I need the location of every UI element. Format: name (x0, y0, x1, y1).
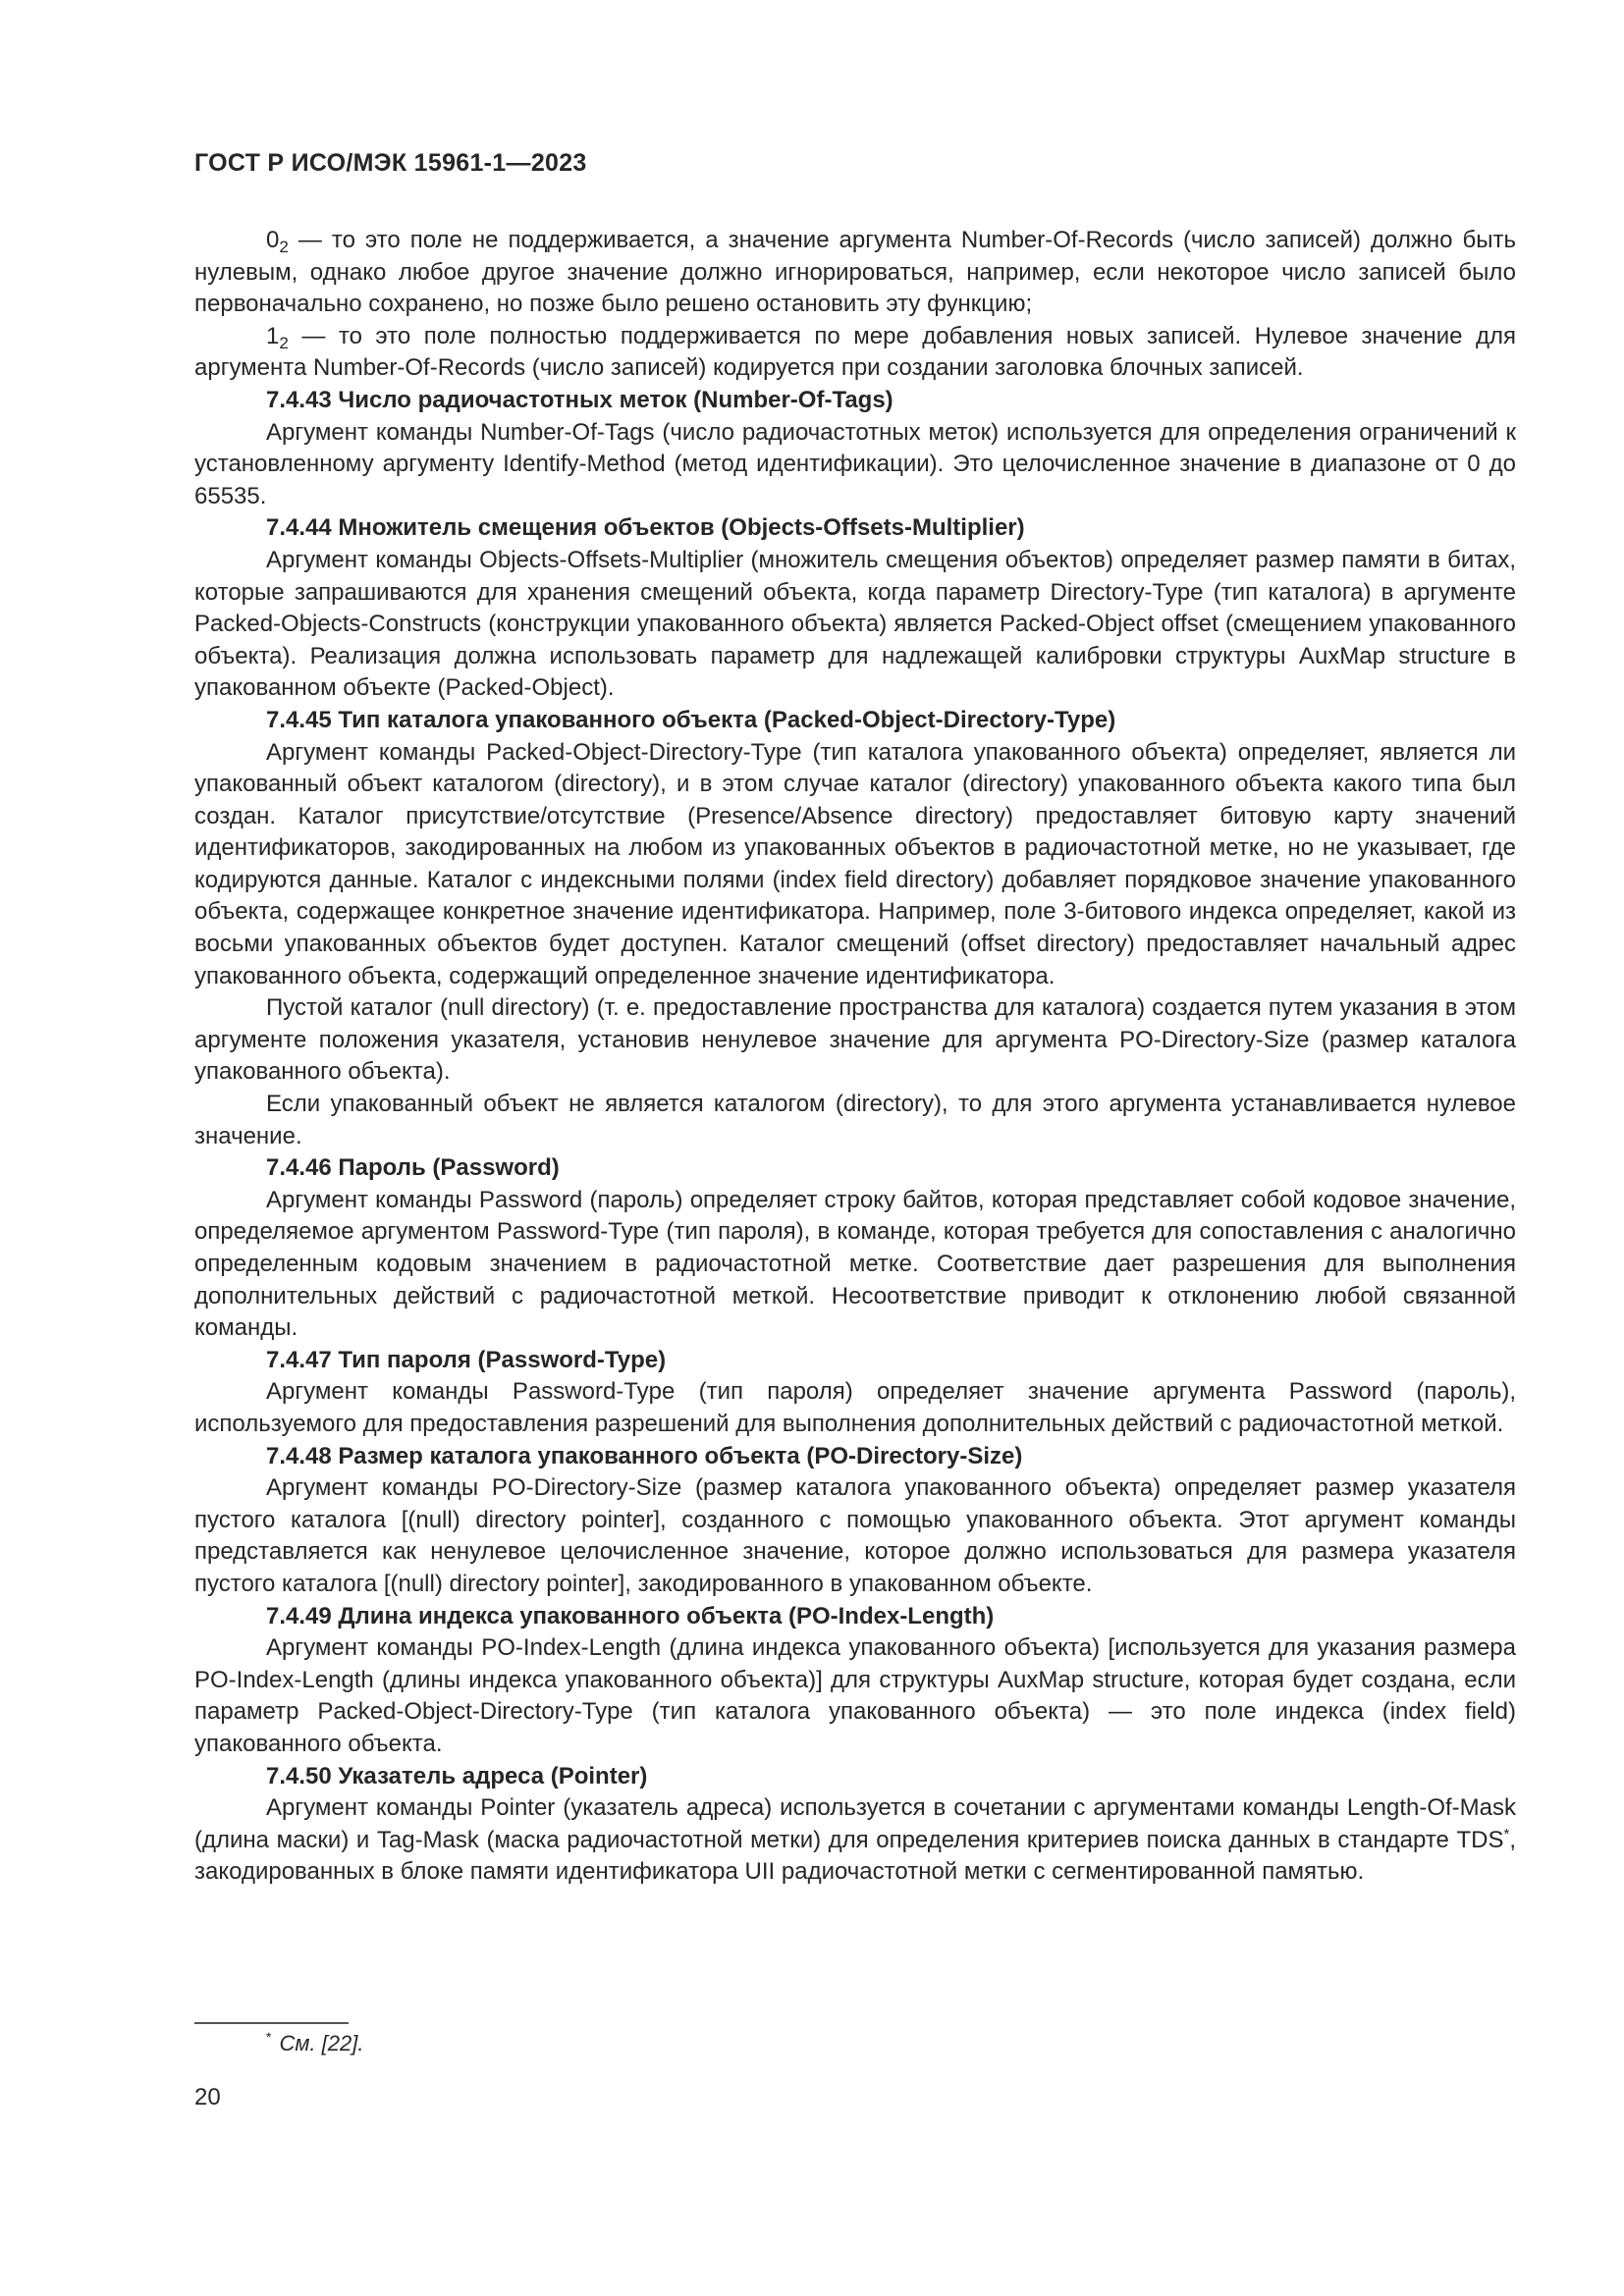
paragraph-null-directory: Пустой каталог (null directory) (т. е. предоставление пространства для каталога) создается путем указания в этом аргументе положения указателя, установив ненулевое значение для аргумента PO-Directory-Size (размер каталога упакованного объекта). (194, 994, 1516, 1086)
paragraph-po-index-length: Аргумент команды PO-Index-Length (длина индекса упакованного объекта) [используется для указания размера PO-Index-Length (длины индекса упакованного объекта)] для структуры AuxMap structure, которая будет создана, если параметр Packed-Object-Directory-Type (тип каталога упакованного объекта) — это поле индекса (index field) упакованного объекта. (194, 1634, 1516, 1757)
paragraph-value-0: $0_2$ — то это поле не поддерживается, а значение аргумента Number-Of-Records (число записей) должно быть нулевым, однако любое другое значение должно игнорироваться, например, если некоторое число записей было первоначально сохранено, но позже было решено остановить эту функцию; (194, 227, 1516, 318)
paragraph-not-directory: Если упакованный объект не является каталогом (directory), то для этого аргумента устанавливается нулевое значение. (194, 1091, 1516, 1149)
document-body (194, 225, 1516, 1889)
page-number: 20 (194, 2084, 221, 2110)
section-heading-7-4-47: 7.4.47 Тип пароля (Password-Type) (266, 1346, 667, 1373)
section-heading-7-4-49: 7.4.49 Длина индекса упакованного объекта (PO-Index-Length) (266, 1602, 995, 1629)
section-heading-7-4-46: 7.4.46 Пароль (Password) (266, 1154, 560, 1182)
footnote-mark: * (266, 2029, 272, 2045)
paragraph-packed-object-directory-type: Аргумент команды Packed-Object-Directory-Type (тип каталога упакованного объекта) определяет, является ли упакованный объект каталогом (directory), и в этом случае каталог (directory) упакованного объекта какого типа был создан. Каталог присутствие/отсутствие (Presence/Absence directory) предоставляет битовую карту значений идентификаторов, закодированных на любом из упакованных объектов в радиочастотной метке, но не указывает, где кодируются данные. Каталог с индексными полями (index field directory) добавляет порядковое значение упакованного объекта, содержащее конкретное значение идентификатора. Например, поле 3-битового индекса определяет, какой из восьми упакованных объектов будет доступен. Каталог смещений (offset directory) предоставляет начальный адрес упакованного объекта, содержащий определенное значение идентификатора. (194, 738, 1516, 989)
footnote-text: См. [22]. (279, 2031, 364, 2056)
paragraph-pointer: Аргумент команды Pointer (указатель адреса) используется в сочетании с аргументами команды Length-Of-Mask (длина маски) и Tag-Mask (маска радиочастотной метки) для определения критериев поиска данных в стандарте TDS*, закодированных в блоке памяти идентификатора UII радиочастотной метки с сегментированной памятью. (194, 1794, 1516, 1886)
section-heading-7-4-45: 7.4.45 Тип каталога упакованного объекта (Packed-Object-Directory-Type) (266, 706, 1116, 733)
section-heading-7-4-50: 7.4.50 Указатель адреса (Pointer) (266, 1762, 648, 1789)
section-heading-7-4-43: 7.4.43 Число радиочастотных меток (Number-Of-Tags) (266, 386, 893, 413)
footnote (266, 2031, 363, 2056)
paragraph-number-of-tags: Аргумент команды Number-Of-Tags (число радиочастотных меток) используется для определения ограничений к установленному аргументу Identify-Method (метод идентификации). Это целочисленное значение в диапазоне от 0 до 65535. (194, 418, 1516, 509)
footnote-reference[interactable]: * (1503, 1825, 1510, 1842)
section-heading-7-4-48: 7.4.48 Размер каталога упакованного объекта (PO-Directory-Size) (266, 1442, 1023, 1469)
paragraph-po-directory-size: Аргумент команды PO-Directory-Size (размер каталога упакованного объекта) определяет размер указателя пустого каталога [(null) directory pointer], созданного с помощью упакованного объекта. Этот аргумент команды представляется как ненулевое целочисленное значение, которое должно использоваться для размера указателя пустого каталога [(null) directory pointer], закодированного в упакованном объекте. (194, 1474, 1516, 1597)
paragraph-password-type: Аргумент команды Password-Type (тип пароля) определяет значение аргумента Password (пароль), используемого для предоставления разрешений для выполнения дополнительных действий с радиочастотной меткой. (194, 1378, 1516, 1437)
paragraph-password: Аргумент команды Password (пароль) определяет строку байтов, которая представляет собой кодовое значение, определяемое аргументом Password-Type (тип пароля), в команде, которая требуется для сопоставления с аналогично определенным кодовым значением в радиочастотной метке. Соответствие дает разрешения для выполнения дополнительных действий с радиочастотной меткой. Несоответствие приводит к отклонению любой связанной команды. (194, 1186, 1516, 1342)
page-header: ГОСТ Р ИСО/МЭК 15961-1—2023 (194, 149, 587, 177)
paragraph-objects-offsets-multiplier: Аргумент команды Objects-Offsets-Multiplier (множитель смещения объектов) определяет размер памяти в битах, которые запрашиваются для хранения смещений объекта, когда параметр Directory-Type (тип каталога) в аргументе Packed-Objects-Constructs (конструкции упакованного объекта) является Packed-Object offset (смещением упакованного объекта). Реализация должна использовать параметр для надлежащей калибровки структуры AuxMap structure в упакованном объекте (Packed-Object). (194, 546, 1516, 702)
footnote-divider (194, 2022, 349, 2024)
section-heading-7-4-44: 7.4.44 Множитель смещения объектов (Objects-Offsets-Multiplier) (266, 514, 1025, 542)
paragraph-value-1: $1_2$ — то это поле полностью поддерживается по мере добавления новых записей. Нулевое значение для аргумента Number-Of-Records (число записей) кодируется при создании заголовка блочных записей. (194, 322, 1516, 382)
